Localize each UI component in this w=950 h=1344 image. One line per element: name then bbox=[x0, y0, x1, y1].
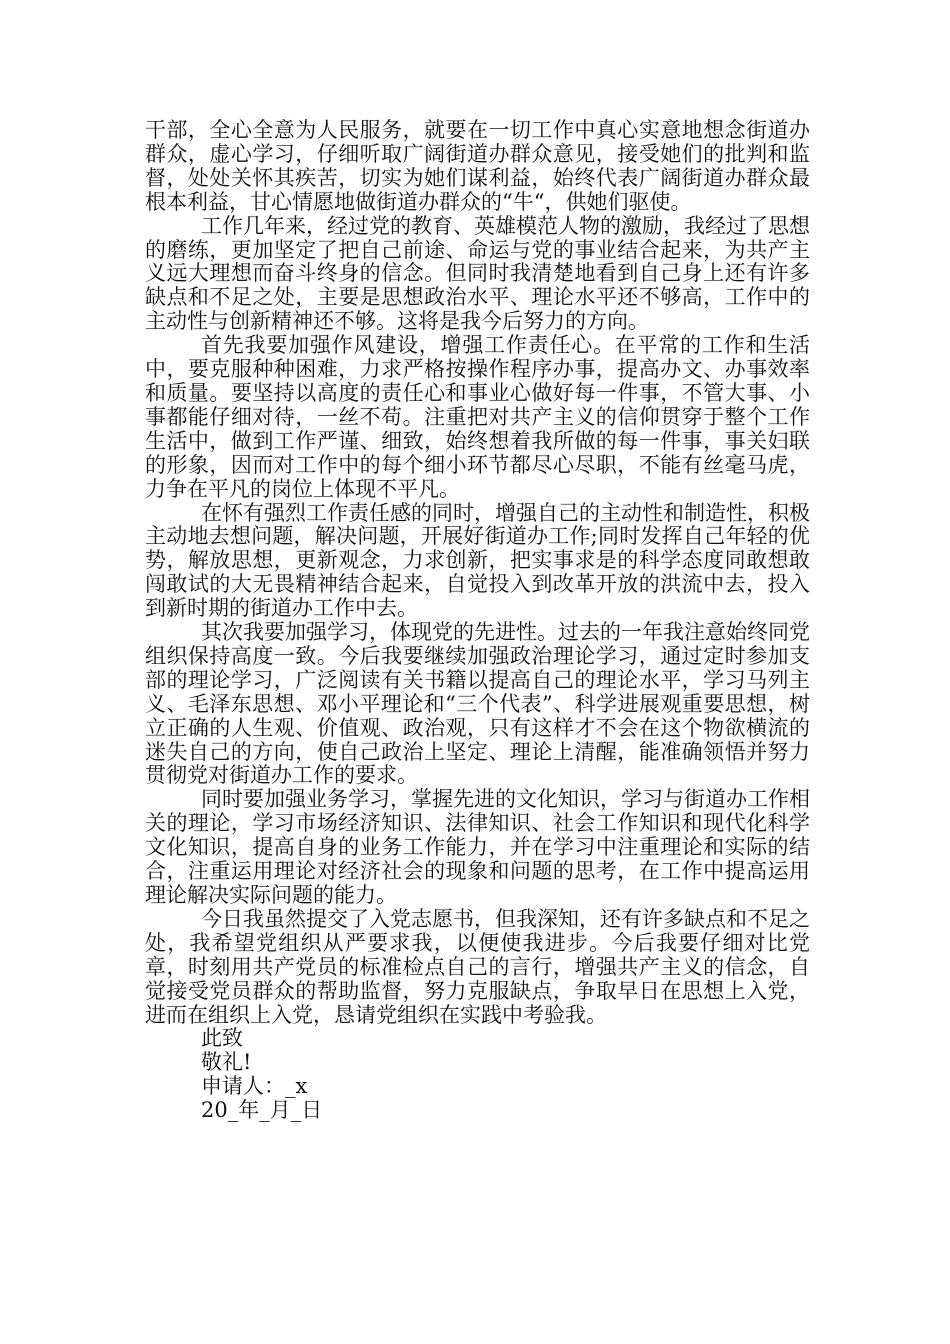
paragraph: 首先我要加强作风建设，增强工作责任心。在平常的工作和生活中，要克服种种困难，力求严格按操作程序办事，提高办文、办事效率和质量。要坚持以高度的责任心和事业心做好每一件事，不管大事、小事都能仔细对待，一丝不苟。注重把对共产主义的信仰贯穿于整个工作生活中，做到工作严谨、细致，始终想着我所做的每一件事，事关妇联的形象，因而对工作中的每个细小环节都尽心尽职，不能有丝毫马虎，力争在平凡的岗位上体现不平凡。 bbox=[145, 333, 810, 501]
date-line: 20_年_月_日 bbox=[201, 1098, 323, 1123]
paragraph: 工作几年来，经过党的教育、英雄模范人物的激励，我经过了思想的磨练，更加坚定了把自己前途、命运与党的事业结合起来，为共产主义远大理想而奋斗终身的信念。但同时我清楚地看到自己身上还有许多缺点和不足之处，主要是思想政治水平、理论水平还不够高，工作中的主动性与创新精神还不够。这将是我今后努力的方向。 bbox=[145, 213, 810, 334]
closing-respect: 敬礼! bbox=[201, 1050, 252, 1075]
paragraph: 同时要加强业务学习，掌握先进的文化知识，学习与街道办工作相关的理论，学习市场经济知识、法律知识、社会工作知识和现代化科学文化知识，提高自身的业务工作能力，并在学习中注重理论和实际的结合，注重运用理论对经济社会的现象和问题的思考，在工作中提高运用理论解决实际问题的能力。 bbox=[145, 787, 810, 907]
document-body bbox=[145, 119, 810, 1123]
paragraph: 今日我虽然提交了入党志愿书，但我深知，还有许多缺点和不足之处，我希望党组织从严要求我，以便使我进步。今后我要仔细对比党章，时刻用共产党员的标准检点自己的言行，增强共产主义的信念，自觉接受党员群众的帮助监督，努力克服缺点，争取早日在思想上入党，进而在组织上入党，恳请党组织在实践中考验我。 bbox=[145, 906, 810, 1027]
paragraph: 在怀有强烈工作责任感的同时，增强自己的主动性和制造性，积极主动地去想问题，解决问题，开展好街道办工作;同时发挥自己年轻的优势，解放思想，更新观念，力求创新，把实事求是的科学态度同敢想敢闯敢试的大无畏精神结合起来，自觉投入到改革开放的洪流中去，投入到新时期的街道办工作中去。 bbox=[145, 500, 810, 621]
closing-salutation: 此致 bbox=[201, 1026, 243, 1051]
closing-block bbox=[145, 1027, 810, 1123]
paragraph-continued: 干部，全心全意为人民服务，就要在一切工作中真心实意地想念街道办群众，虚心学习，仔细听取广阔街道办群众意见，接受她们的批判和监督，处处关怀其疾苦，切实为她们谋利益，始终代表广阔街道办群众最根本利益，甘心情愿地做街道办群众的“牛“，供她们驱使。 bbox=[145, 118, 810, 214]
paragraph: 其次我要加强学习，体现党的先进性。过去的一年我注意始终同党组织保持高度一致。今后我要继续加强政治理论学习，通过定时参加支部的理论学习，广泛阅读有关书籍以提高自己的理论水平，学习马列主义、毛泽东思想、邓小平理论和“三个代表”、科学进展观重要思想，树立正确的人生观、价值观、政治观，只有这样才不会在这个物欲横流的迷失自己的方向，使自己政治上坚定、理论上清醒，能准确领悟并努力贯彻党对街道办工作的要求。 bbox=[145, 620, 810, 788]
applicant-line: 申请人：_x bbox=[201, 1074, 308, 1099]
